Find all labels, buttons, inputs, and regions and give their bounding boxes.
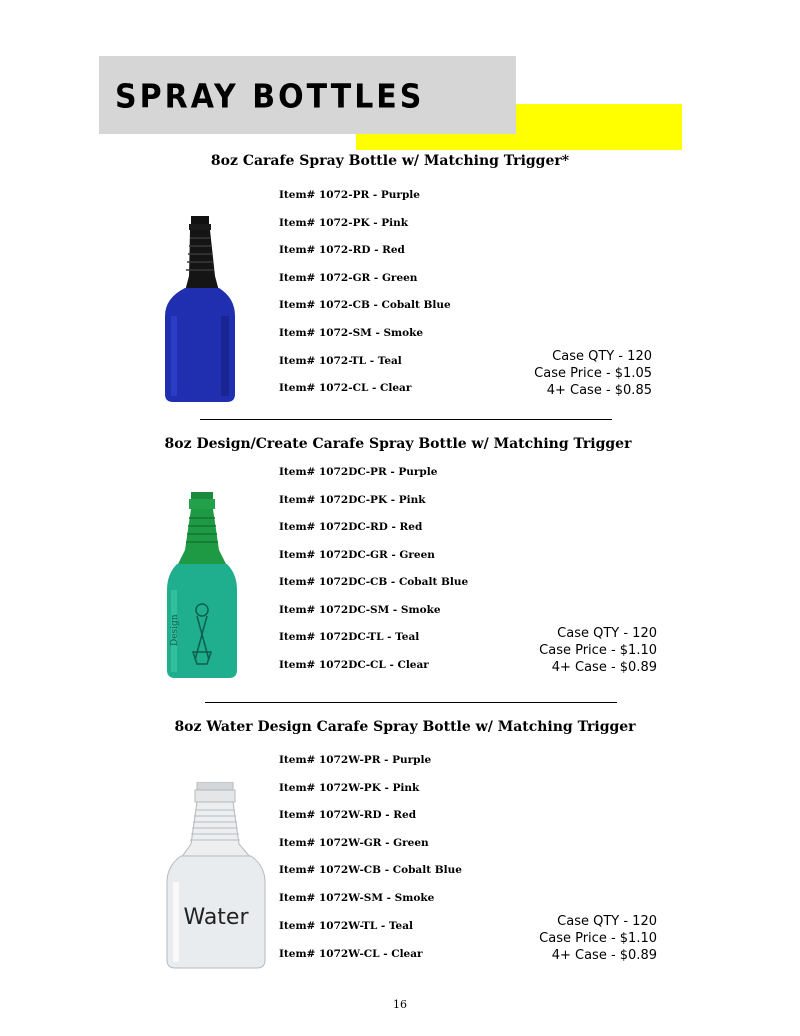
page-title: SPRAY BOTTLES bbox=[115, 78, 425, 117]
section-title: 8oz Water Design Carafe Spray Bottle w/ Matching Trigger bbox=[174, 719, 636, 735]
svg-text:Design: Design bbox=[170, 614, 180, 646]
list-item: Item# 1072DC-RD - Red bbox=[279, 521, 423, 533]
case-price: Case Price - $1.10 bbox=[539, 931, 657, 946]
case-price: Case Price - $1.05 bbox=[534, 366, 652, 381]
list-item: Item# 1072-PR - Purple bbox=[279, 189, 420, 201]
case-4plus-price: 4+ Case - $0.89 bbox=[551, 660, 657, 675]
list-item: Item# 1072W-RD - Red bbox=[279, 809, 417, 821]
list-item: Item# 1072DC-CL - Clear bbox=[279, 659, 429, 671]
list-item: Item# 1072DC-PR - Purple bbox=[279, 466, 438, 478]
section-divider bbox=[205, 702, 617, 703]
list-item: Item# 1072-TL - Teal bbox=[279, 355, 402, 367]
list-item: Item# 1072-RD - Red bbox=[279, 244, 405, 256]
bottle-label: Water bbox=[183, 905, 249, 930]
list-item: Item# 1072W-PK - Pink bbox=[279, 782, 420, 794]
section-title: 8oz Carafe Spray Bottle w/ Matching Trigger* bbox=[210, 153, 570, 169]
list-item: Item# 1072W-TL - Teal bbox=[279, 920, 414, 932]
case-qty: Case QTY - 120 bbox=[557, 914, 657, 929]
list-item: Item# 1072W-GR - Green bbox=[279, 837, 429, 849]
list-item: Item# 1072DC-SM - Smoke bbox=[279, 604, 441, 616]
list-item: Item# 1072W-CL - Clear bbox=[279, 948, 423, 960]
list-item: Item# 1072-GR - Green bbox=[279, 272, 418, 284]
section-divider bbox=[200, 419, 612, 420]
list-item: Item# 1072W-CB - Cobalt Blue bbox=[279, 864, 462, 876]
case-qty: Case QTY - 120 bbox=[552, 349, 652, 364]
price-block bbox=[500, 913, 657, 964]
list-item: Item# 1072-PK - Pink bbox=[279, 217, 409, 229]
list-item: Item# 1072W-PR - Purple bbox=[279, 754, 432, 766]
list-item: Item# 1072-SM - Smoke bbox=[279, 327, 424, 339]
price-block bbox=[500, 625, 657, 676]
case-4plus-price: 4+ Case - $0.85 bbox=[546, 383, 652, 398]
list-item: Item# 1072DC-TL - Teal bbox=[279, 631, 420, 643]
page-number: 16 bbox=[393, 998, 407, 1011]
section-title: 8oz Design/Create Carafe Spray Bottle w/ Matching Trigger bbox=[164, 436, 632, 452]
list-item: Item# 1072DC-PK - Pink bbox=[279, 494, 426, 506]
bottle-image-clear bbox=[165, 782, 267, 970]
case-qty: Case QTY - 120 bbox=[557, 626, 657, 641]
bottle-image-cobalt bbox=[163, 216, 237, 404]
list-item: Item# 1072-CB - Cobalt Blue bbox=[279, 299, 451, 311]
bottle-image-green bbox=[165, 492, 239, 680]
price-block bbox=[500, 348, 652, 399]
case-4plus-price: 4+ Case - $0.89 bbox=[551, 948, 657, 963]
list-item: Item# 1072DC-GR - Green bbox=[279, 549, 435, 561]
list-item: Item# 1072DC-CB - Cobalt Blue bbox=[279, 576, 469, 588]
case-price: Case Price - $1.10 bbox=[539, 643, 657, 658]
list-item: Item# 1072W-SM - Smoke bbox=[279, 892, 435, 904]
list-item: Item# 1072-CL - Clear bbox=[279, 382, 412, 394]
